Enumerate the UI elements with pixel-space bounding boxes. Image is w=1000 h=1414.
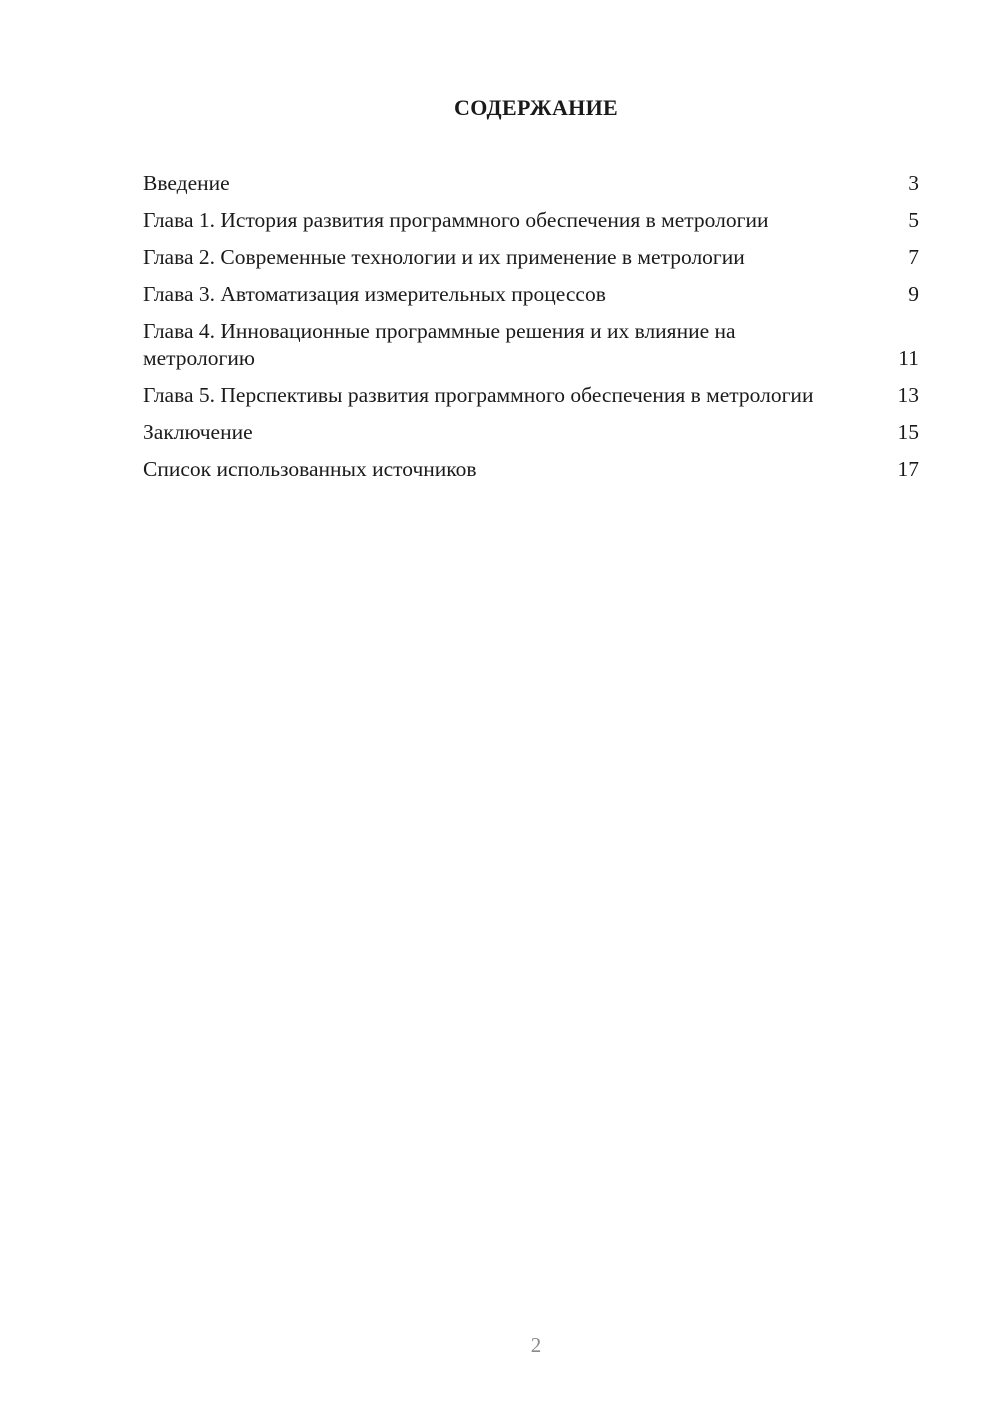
toc-entry-page: 7 [908,245,919,269]
toc-entry-chapter-1[interactable] [143,207,919,234]
toc-entry-title: Список использованных источников [143,457,477,481]
table-of-contents [143,170,919,493]
toc-entry-introduction[interactable] [143,170,919,197]
toc-entry-title: Глава 5. Перспективы развития программного обеспечения в метрологии [143,383,814,407]
toc-entry-title: Глава 1. История развития программного обеспечения в метрологии [143,208,769,232]
toc-entry-title: Глава 3. Автоматизация измерительных процессов [143,282,606,306]
toc-entry-page: 17 [897,457,919,481]
toc-entry-chapter-2[interactable] [143,244,919,271]
toc-entry-page: 9 [908,282,919,306]
toc-entry-chapter-5[interactable] [143,382,919,409]
toc-entry-title: Глава 4. Инновационные программные решения и их влияние на метрологию [143,319,736,370]
toc-entry-page: 13 [897,383,919,407]
toc-entry-page: 11 [898,346,919,370]
toc-entry-chapter-3[interactable] [143,281,919,308]
toc-entry-references[interactable] [143,456,919,483]
toc-entry-chapter-4[interactable] [143,318,919,372]
toc-heading: СОДЕРЖАНИЕ [454,95,618,120]
toc-entry-title: Глава 2. Современные технологии и их применение в метрологии [143,245,745,269]
toc-entry-page: 15 [897,420,919,444]
toc-entry-page: 5 [908,208,919,232]
toc-entry-conclusion[interactable] [143,419,919,446]
toc-entry-title: Заключение [143,420,253,444]
toc-entry-title: Введение [143,171,230,195]
page-number: 2 [530,1333,542,1357]
toc-entry-page: 3 [908,171,919,195]
